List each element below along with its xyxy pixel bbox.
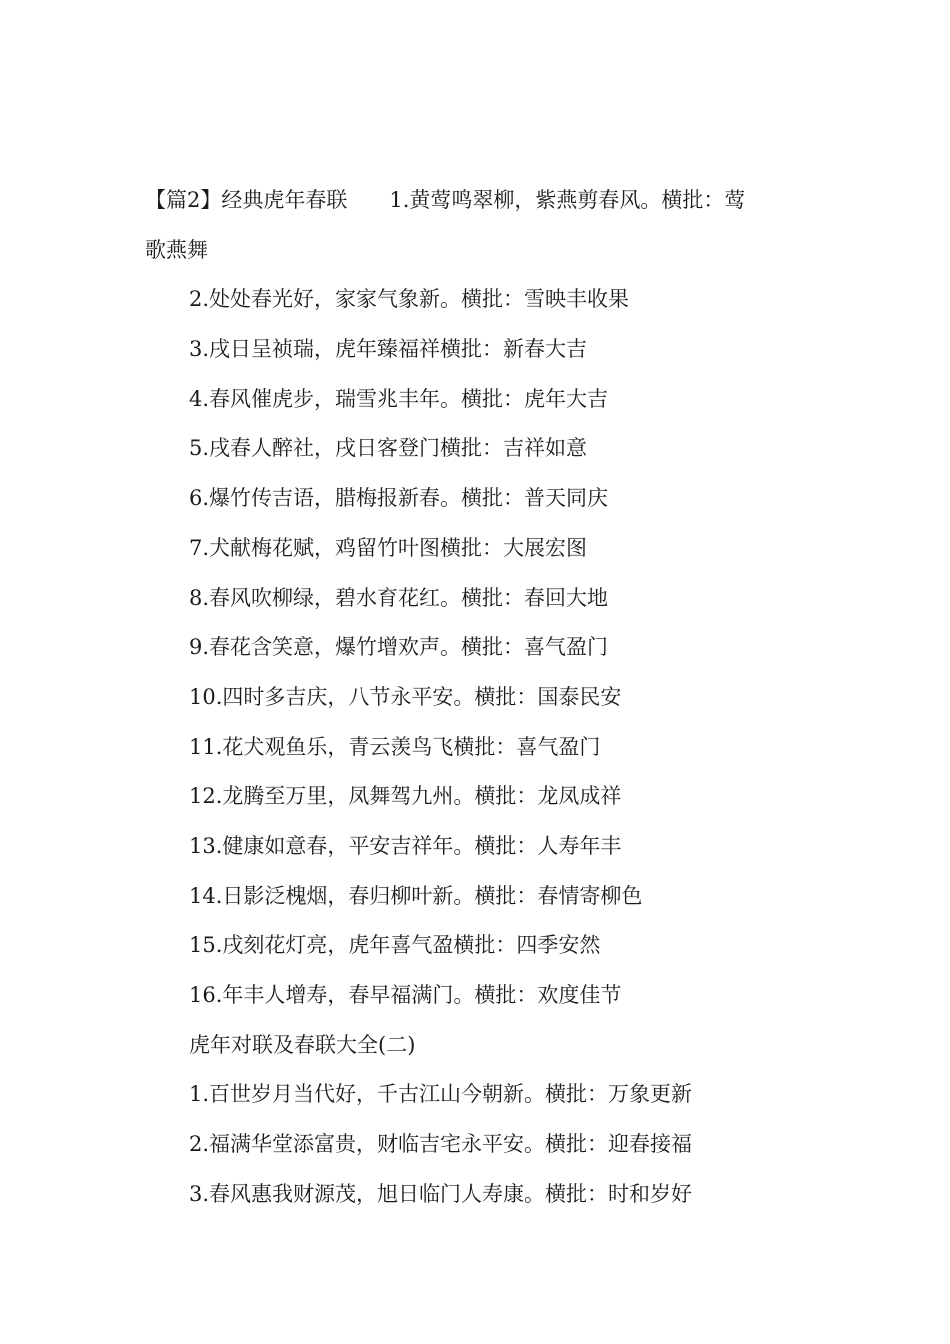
couplet-item: 9.春花含笑意，爆竹增欢声。横批：喜气盈门 xyxy=(189,635,609,660)
couplet-item: 15.戌刻花灯亮，虎年喜气盈横批：四季安然 xyxy=(189,933,601,958)
section-title: 虎年对联及春联大全(二) xyxy=(189,1032,416,1057)
document-body xyxy=(145,176,815,1219)
couplet-item: 1.黄莺鸣翠柳，紫燕剪春风。横批：莺 xyxy=(389,188,746,212)
couplet-item: 7.犬献梅花赋，鸡留竹叶图横批：大展宏图 xyxy=(189,535,588,560)
couplet-item: 3.春风惠我财源茂，旭日临门人寿康。横批：时和岁好 xyxy=(189,1181,693,1206)
couplet-item: 16.年丰人增寿，春早福满门。横批：欢度佳节 xyxy=(189,983,622,1007)
couplet-item: 11.花犬观鱼乐，青云羡鸟飞横批：喜气盈门 xyxy=(189,734,601,759)
couplet-item: 1.百世岁月当代好，千古江山今朝新。横批：万象更新 xyxy=(189,1082,693,1107)
couplet-item: 8.春风吹柳绿，碧水育花红。横批：春回大地 xyxy=(189,585,609,610)
couplet-item: 5.戌春人醉社，戌日客登门横批：吉祥如意 xyxy=(189,436,588,461)
couplet-item: 14.日影泛槐烟，春归柳叶新。横批：春情寄柳色 xyxy=(189,883,643,908)
couplet-item-continuation: 歌燕舞 xyxy=(145,237,208,262)
couplet-item: 12.龙腾至万里，凤舞驾九州。横批：龙凤成祥 xyxy=(189,784,622,809)
section-heading: 【篇2】经典虎年春联 xyxy=(145,188,348,212)
couplet-item: 6.爆竹传吉语，腊梅报新春。横批：普天同庆 xyxy=(189,486,609,511)
section-heading-line xyxy=(145,176,815,226)
couplet-item: 3.戌日呈祯瑞，虎年臻福祥横批：新春大吉 xyxy=(189,337,588,362)
couplet-item: 2.福满华堂添富贵，财临吉宅永平安。横批：迎春接福 xyxy=(189,1132,693,1157)
couplet-item: 13.健康如意春，平安吉祥年。横批：人寿年丰 xyxy=(189,833,622,858)
couplet-item: 2.处处春光好，家家气象新。横批：雪映丰收果 xyxy=(189,287,630,312)
couplet-item: 10.四时多吉庆，八节永平安。横批：国泰民安 xyxy=(189,684,622,709)
couplet-item: 4.春风催虎步，瑞雪兆丰年。横批：虎年大吉 xyxy=(189,386,609,411)
